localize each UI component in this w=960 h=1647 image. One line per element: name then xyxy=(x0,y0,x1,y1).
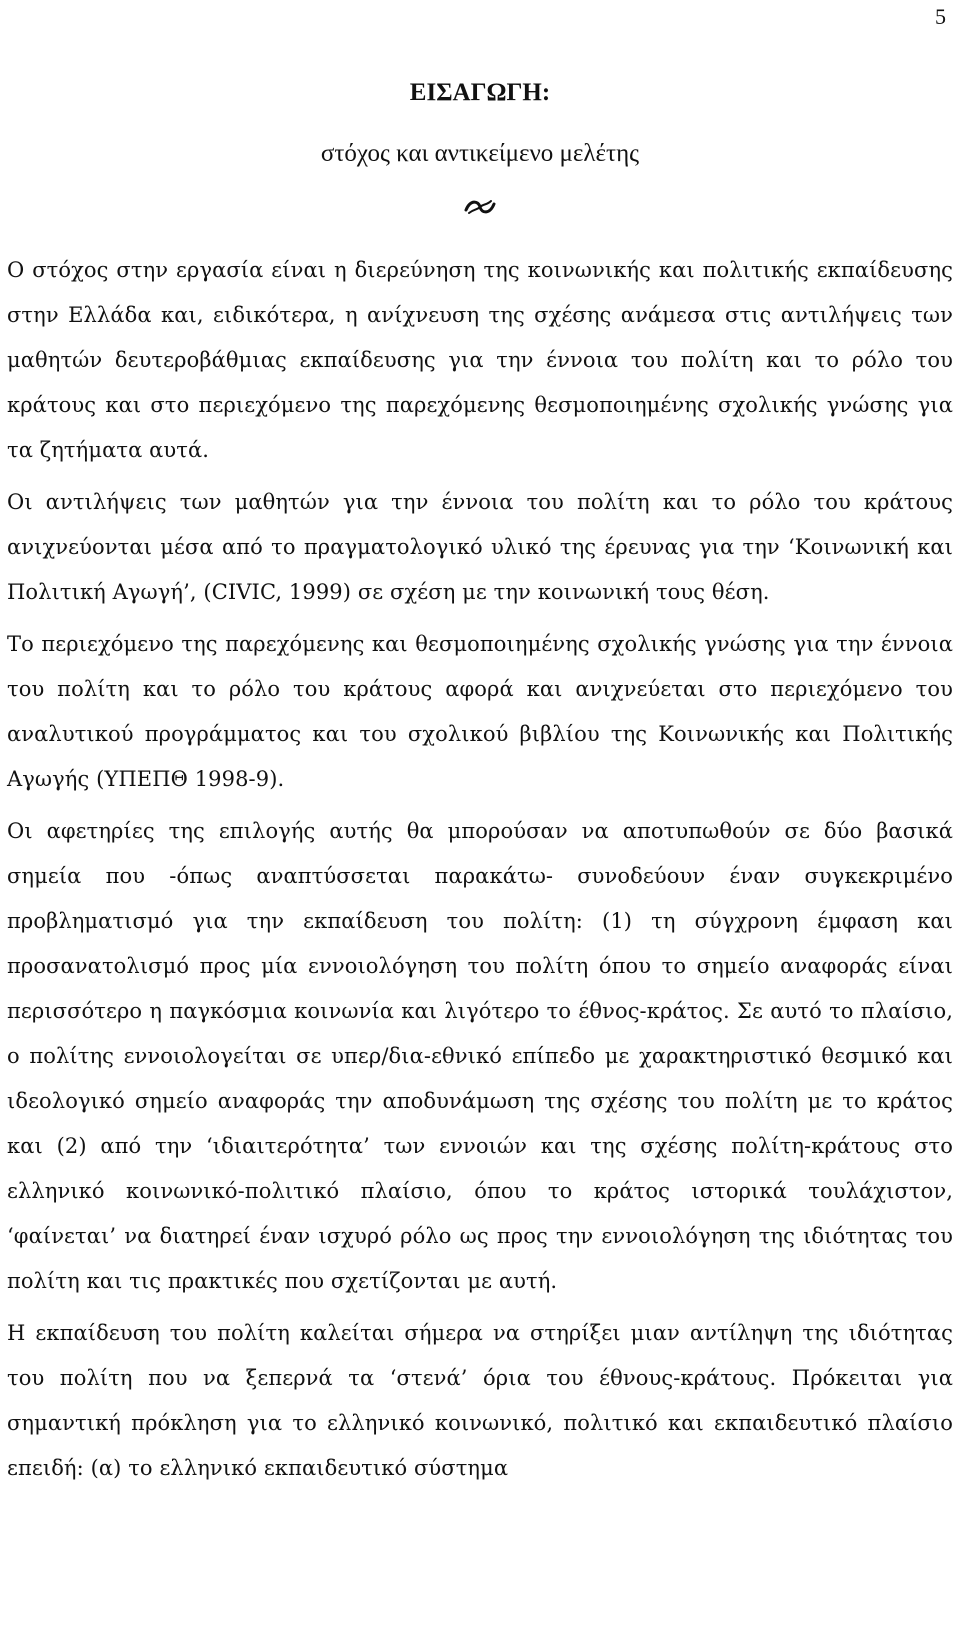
page-number: 5 xyxy=(935,4,946,29)
paragraph-1: Ο στόχος στην εργασία είναι η διερεύνηση της κοινωνικής και πολιτικής εκπαίδευσης στην Ελλάδα και, ειδικότερα, η ανίχνευση της σχέσης ανάμεσα στις αντιλήψεις των μαθητών δευτεροβάθμιας εκπαίδευσης για την έννοια του πολίτη και το ρόλο του κράτους και στο περιεχόμενο της παρεχόμενης θεσμοποιημένης σχολικής γνώσης για τα ζητήματα αυτά. xyxy=(7,258,953,462)
paragraph-3: Το περιεχόμενο της παρεχόμενης και θεσμοποιημένης σχολικής γνώσης για την έννοια του πολίτη και το ρόλο του κράτους αφορά και ανιχνεύεται στο περιεχόμενο του αναλυτικού προγράμματος και του σχολικού βιβλίου της Κοινωνικής και Πολιτικής Αγωγής (ΥΠΕΠΘ 1998-9). xyxy=(7,632,953,791)
ornament-divider xyxy=(0,197,960,221)
section-subheading: στόχος και αντικείμενο μελέτης xyxy=(320,140,640,167)
section-heading: ΕΙΣΑΓΩΓΗ: xyxy=(409,79,551,106)
decorative-swash-icon xyxy=(463,197,497,217)
paragraph-2: Οι αντιλήψεις των μαθητών για την έννοια του πολίτη και το ρόλο του κράτους ανιχνεύονται μέσα από το πραγματολογικό υλικό της έρευνας για την ‘Κοινωνική και Πολιτική Αγωγή’, (CIVIC, 1999) σε σχέση με την κοινωνική τους θέση. xyxy=(7,490,953,604)
paragraph-4: Οι αφετηρίες της επιλογής αυτής θα μπορούσαν να αποτυπωθούν σε δύο βασικά σημεία που -όπως αναπτύσσεται παρακάτω- συνοδεύουν έναν συγκεκριμένο προβληματισμό για την εκπαίδευση του πολίτη: (1) τη σύγχρονη έμφαση και προσανατολισμό προς μία εννοιολόγηση του πολίτη όπου το σημείο αναφοράς είναι περισσότερο η παγκόσμια κοινωνία και λιγότερο το έθνος-κράτος. Σε αυτό το πλαίσιο, ο πολίτης εννοιολογείται σε υπερ/δια-εθνικό επίπεδο με χαρακτηριστικό θεσμικό και ιδεολογικό σημείο αναφοράς την αποδυνάμωση της σχέσης του πολίτη με το κράτος και (2) από την ‘ιδιαιτερότητα’ των εννοιών και της σχέσης πολίτη-κράτους στο ελληνικό κοινωνικό-πολιτικό πλαίσιο, όπου το κράτος ιστορικά τουλάχιστον, ‘φαίνεται’ να διατηρεί έναν ισχυρό ρόλο ως προς την εννοιολόγηση της ιδιότητας του πολίτη και τις πρακτικές που σχετίζονται με αυτή. xyxy=(7,819,953,1293)
paragraph-5: Η εκπαίδευση του πολίτη καλείται σήμερα να στηρίξει μιαν αντίληψη της ιδιότητας του πολίτη που να ξεπερνά τα ‘στενά’ όρια του έθνους-κράτους. Πρόκειται για σημαντική πρόκληση για το ελληνικό κοινωνικό, πολιτικό και εκπαιδευτικό πλαίσιο επειδή: (α) το ελληνικό εκπαιδευτικό σύστημα xyxy=(7,1321,953,1480)
body-text xyxy=(7,248,953,1498)
